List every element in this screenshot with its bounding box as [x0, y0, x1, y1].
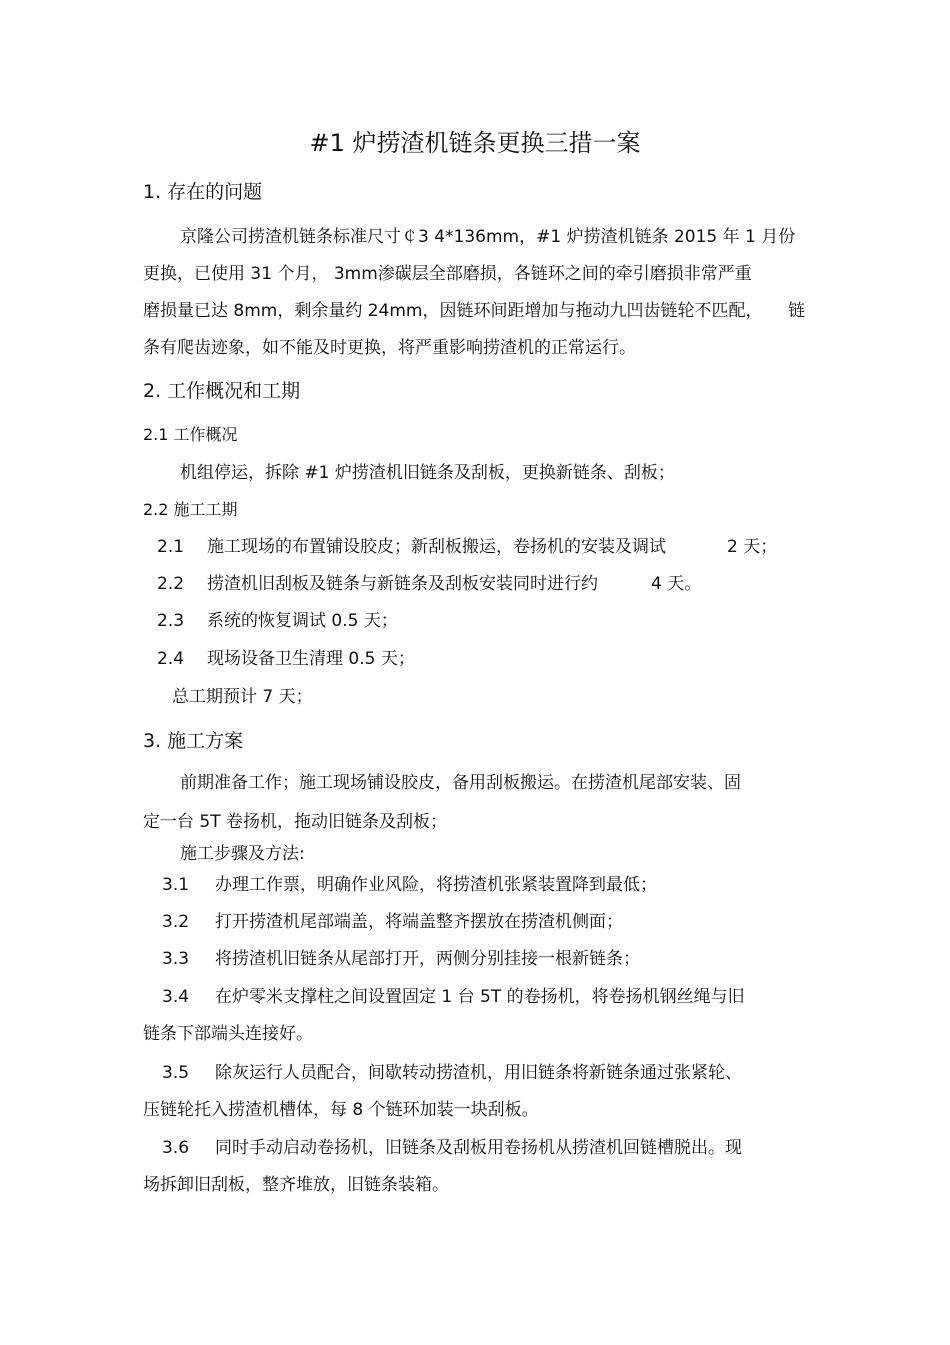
s1-paragraph-line-2: 更换，已使用 31 个月， 3mm渗碳层全部磨损，各链环之间的牵引磨损非常严重: [143, 264, 752, 284]
schedule-item-2-1-duration: 2 天；: [727, 537, 778, 557]
s3-intro-line-1: 前期准备工作；施工现场铺设胶皮，备用刮板搬运。在捞渣机尾部安装、固: [180, 773, 741, 793]
steps-label: 施工步骤及方法:: [180, 844, 305, 864]
s1-paragraph-line-3: 磨损量已达 8mm，剩余量约 24mm，因链环间距增加与拖动九凹齿链轮不匹配，: [143, 301, 763, 321]
step-3-1-text: 办理工作票，明确作业风险，将捞渣机张紧装置降到最低；: [215, 875, 657, 895]
step-3-5-number: 3.5: [162, 1063, 190, 1083]
section-1-heading: 1. 存在的问题: [143, 181, 263, 203]
step-3-2-text: 打开捞渣机尾部端盖，将端盖整齐摆放在捞渣机侧面；: [215, 912, 623, 932]
step-3-6-text-cont: 场拆卸旧刮板，整齐堆放，旧链条装箱。: [143, 1175, 449, 1195]
schedule-item-2-1-number: 2.1: [157, 537, 185, 557]
step-3-4-text-cont: 链条下部端头连接好。: [143, 1024, 313, 1044]
section-3-heading: 3. 施工方案: [143, 730, 244, 752]
step-3-3-number: 3.3: [162, 949, 190, 969]
s1-paragraph-line-3-tail: 链: [788, 301, 805, 321]
step-3-5-text: 除灰运行人员配合，间歇转动捞渣机，用旧链条将新链条通过张紧轮、: [215, 1063, 742, 1083]
document-title: #1 炉捞渣机链条更换三措一案: [309, 129, 641, 157]
subsection-2-1-heading: 2.1 工作概况: [143, 425, 238, 444]
s3-intro-line-2: 定一台 5T 卷扬机，拖动旧链条及刮板；: [143, 812, 448, 832]
subsection-2-2-heading: 2.2 施工工期: [143, 500, 238, 519]
schedule-item-2-3-text: 系统的恢复调试 0.5 天；: [207, 611, 398, 631]
schedule-item-2-2-number: 2.2: [157, 574, 185, 594]
step-3-3-text: 将捞渣机旧链条从尾部打开，两侧分别挂接一根新链条；: [215, 949, 640, 969]
schedule-item-2-3-number: 2.3: [157, 611, 185, 631]
schedule-item-2-2-duration: 4 天。: [651, 574, 702, 594]
step-3-2-number: 3.2: [162, 912, 190, 932]
schedule-item-2-2-text: 捞渣机旧刮板及链条与新链条及刮板安装同时进行约: [207, 574, 598, 594]
schedule-item-2-1-text: 施工现场的布置铺设胶皮；新刮板搬运，卷扬机的安装及调试: [207, 537, 666, 557]
step-3-4-text: 在炉零米支撑柱之间设置固定 1 台 5T 的卷扬机，将卷扬机钢丝绳与旧: [215, 987, 745, 1007]
section-2-heading: 2. 工作概况和工期: [143, 380, 301, 402]
schedule-item-2-4-text: 现场设备卫生清理 0.5 天；: [207, 649, 415, 669]
step-3-6-text: 同时手动启动卷扬机，旧链条及刮板用卷扬机从捞渣机回链槽脱出。现: [215, 1138, 742, 1158]
step-3-6-number: 3.6: [162, 1138, 190, 1158]
schedule-item-2-4-number: 2.4: [157, 649, 185, 669]
total-duration: 总工期预计 7 天；: [172, 687, 313, 707]
step-3-4-number: 3.4: [162, 987, 190, 1007]
step-3-1-number: 3.1: [162, 875, 190, 895]
step-3-5-text-cont: 压链轮托入捞渣机槽体，每 8 个链环加装一块刮板。: [143, 1100, 539, 1120]
subsection-2-1-text: 机组停运，拆除 #1 炉捞渣机旧链条及刮板，更换新链条、刮板；: [180, 463, 675, 483]
s1-paragraph-line-1: 京隆公司捞渣机链条标准尺寸￠3 4*136mm，#1 炉捞渣机链条 2015 年 1 月份: [180, 227, 796, 247]
s1-paragraph-line-4: 条有爬齿迹象，如不能及时更换，将严重影响捞渣机的正常运行。: [143, 338, 636, 358]
